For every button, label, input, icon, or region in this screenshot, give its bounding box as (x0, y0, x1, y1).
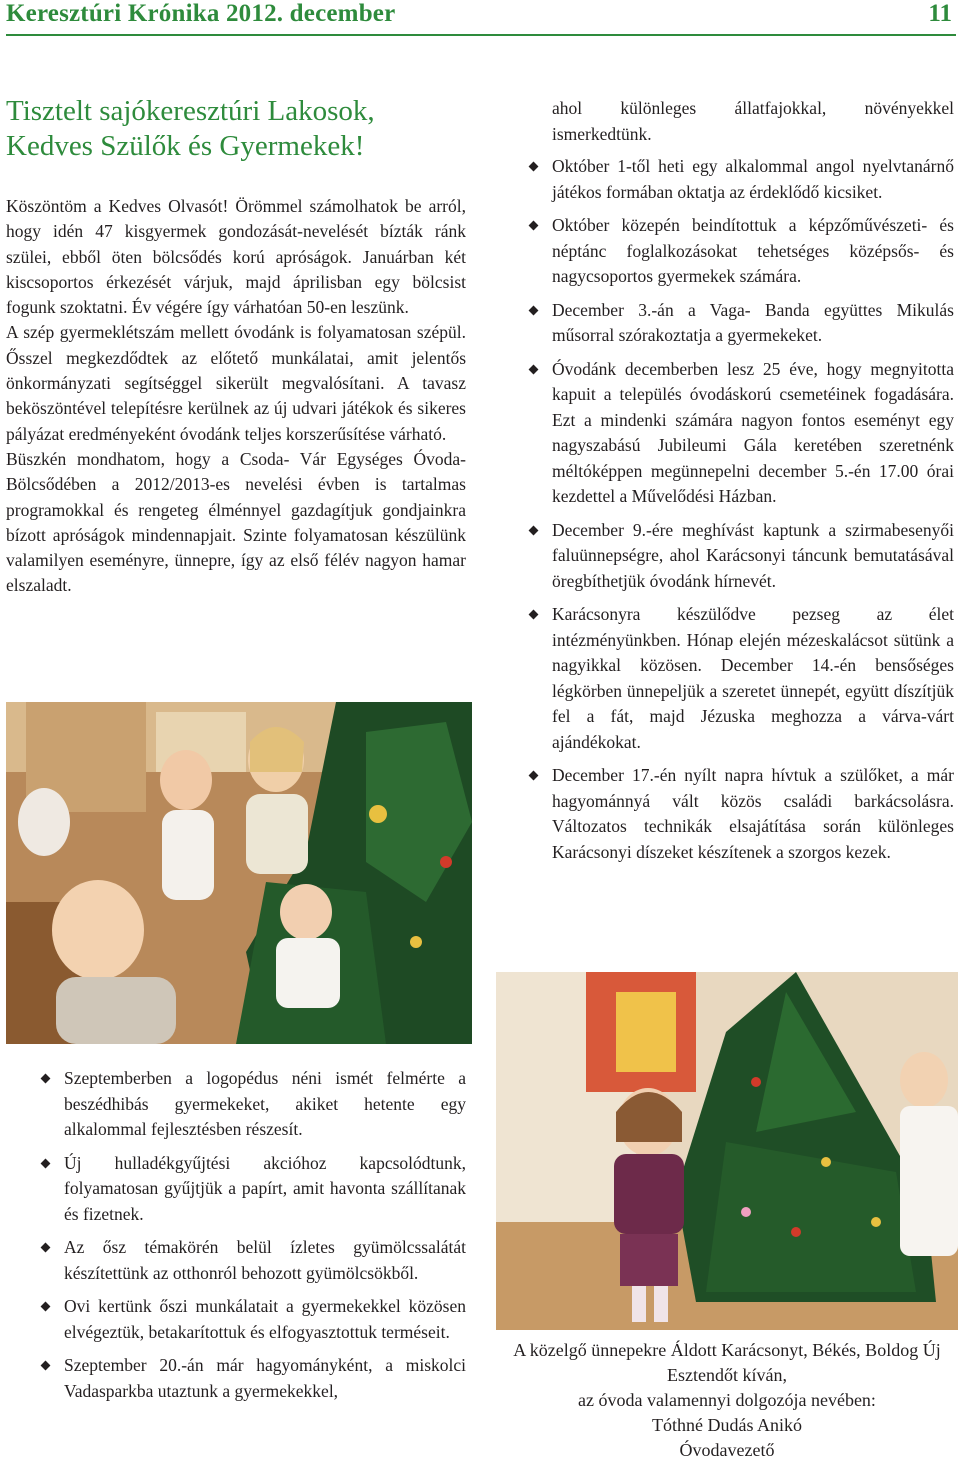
list-item: Az ősz témakörén belül ízletes gyümölcssalátát készítettünk az otthonról behozott gyümölcsökből. (40, 1235, 466, 1286)
right-bullet-list (528, 154, 954, 873)
signature-role: Óvodavezető (679, 1440, 775, 1460)
list-item: December 9.-ére meghívást kaptunk a szirmabesenyői faluünnepségre, ahol Karácsonyi táncunk bemutatásával öregbíthetjük óvodánk hírnevét. (528, 518, 954, 595)
christmas-tree-photo-girl (496, 972, 958, 1330)
list-item: Október 1-től heti egy alkalommal angol nyelvtanárnő játékos formában oktatja az érdeklődő kicsiket. (528, 154, 954, 205)
list-item: Október közepén beindítottuk a képzőművészeti- és néptánc foglalkozásokat tehetséges középsős- és nagycsoportos gyermekek számára. (528, 213, 954, 290)
diamond-bullet-icon (41, 1243, 51, 1253)
diamond-bullet-icon (529, 771, 539, 781)
diamond-bullet-icon (529, 364, 539, 374)
list-item: Karácsonyra készülődve pezseg az élet intézményünkben. Hónap elején mézeskalácsot sütünk a nagyikkal közösen. December 14.-én bensőséges légkörben ünnepeljük a szeretet ünnepét, együtt díszítjük fel a fát, majd Jézuska meghozza a várva-várt ajándékokat. (528, 602, 954, 755)
closing-on-behalf: az óvoda valamennyi dolgozója nevében: (578, 1390, 876, 1410)
diamond-bullet-icon (529, 162, 539, 172)
list-item: Óvodánk decemberben lesz 25 éve, hogy megnyitotta kapuit a település óvodáskorú csemetéinek fogadására. Ezt a mindenki számára nagyon fontos eseményt egy nagyszabású Jubileumi Gála keretében szeretnénk méltóképpen megünnepelni december 5.-én 17.00 órai kezdettel a Művelődési Házban. (528, 357, 954, 510)
diamond-bullet-icon (41, 1361, 51, 1371)
intro-paragraph: Köszöntöm a Kedves Olvasót! Örömmel számolhatok be arról, hogy idén 47 kisgyermek gondozását-nevelését bízták ránk szülei, ebből öten bölcsődés korú apróságok. Januárban két kiscsoportos érkezését várjuk, majd áprilisban egy bölcsist fogunk szoktatni. Év végére így várhatóan 50-en leszünk. (6, 196, 466, 318)
diamond-bullet-icon (529, 305, 539, 315)
diamond-bullet-icon (529, 610, 539, 620)
list-item: December 17.-én nyílt napra hívtuk a szülőket, a már hagyománnyá vált közös családi barkácsolásra. Változatos technikák elsajátítása során különleges Karácsonyi díszeket készítenek a szorgos kezek. (528, 763, 954, 865)
list-item: Szeptemberben a logopédus néni ismét felmérte a beszédhibás gyermekeket, akiket hetente egy alkalommal fejlesztésben részesít. (40, 1066, 466, 1143)
greeting-heading: Tisztelt sajókeresztúri Lakosok, Kedves Szülők és Gyermekek! (6, 95, 375, 162)
intro-paragraph: A szép gyermeklétszám mellett óvodánk is folyamatosan szépül. Ősszel megkezdődtek az előtető munkálatai, amit jelentős önkormányzati segítséggel sikerült megvalósítani. A tavasz beköszöntével telepítésre kerülnek az új udvari játékok és sikeres pályázat eredményeként óvodánk teljes korszerűsítése várható. (6, 322, 466, 444)
diamond-bullet-icon (41, 1074, 51, 1084)
newspaper-title: Keresztúri Krónika 2012. december (6, 0, 396, 27)
diamond-bullet-icon (529, 525, 539, 535)
intro-text (6, 194, 466, 599)
list-item: Szeptember 20.-án már hagyományként, a miskolci Vadasparkba utaztunk a gyermekekkel, (40, 1353, 466, 1404)
signature-name: Tóthné Dudás Anikó (652, 1415, 802, 1435)
left-bullet-list (40, 1066, 466, 1412)
closing-greeting (496, 1338, 958, 1463)
list-item: December 3.-án a Vaga- Banda együttes Mikulás műsorral szórakoztatja a gyermekeket. (528, 298, 954, 349)
diamond-bullet-icon (529, 221, 539, 231)
christmas-tree-photo-children (6, 702, 472, 1044)
diamond-bullet-icon (41, 1158, 51, 1168)
header-rule (6, 34, 956, 36)
right-column-continuation: ahol különleges állatfajokkal, növényekkel ismerkedtünk. (552, 98, 954, 144)
closing-wish: A közelgő ünnepekre Áldott Karácsonyt, Békés, Boldog Új Esztendőt kíván, (513, 1340, 941, 1385)
list-item: Ovi kertünk őszi munkálatait a gyermekekkel közösen elvégeztük, betakarítottuk és elfogyasztottuk terméseit. (40, 1294, 466, 1345)
diamond-bullet-icon (41, 1302, 51, 1312)
page-number: 11 (928, 0, 952, 27)
list-item: Új hulladékgyűjtési akcióhoz kapcsolódtunk, folyamatosan gyűjtjük a papírt, amit havonta szállítanak és fizetnek. (40, 1151, 466, 1228)
page-header (6, 0, 956, 34)
intro-paragraph: Büszkén mondhatom, hogy a Csoda- Vár Egységes Óvoda- Bölcsődében a 2012/2013-es nevelési évben is tartalmas programokkal és rengeteg élménnyel gazdagítjuk gondjainkra bízott apróságok mindennapjait. Szinte folyamatosan készülünk valamilyen eseményre, ünnepre, így az első félév nagyon hamar elszaladt. (6, 448, 466, 596)
